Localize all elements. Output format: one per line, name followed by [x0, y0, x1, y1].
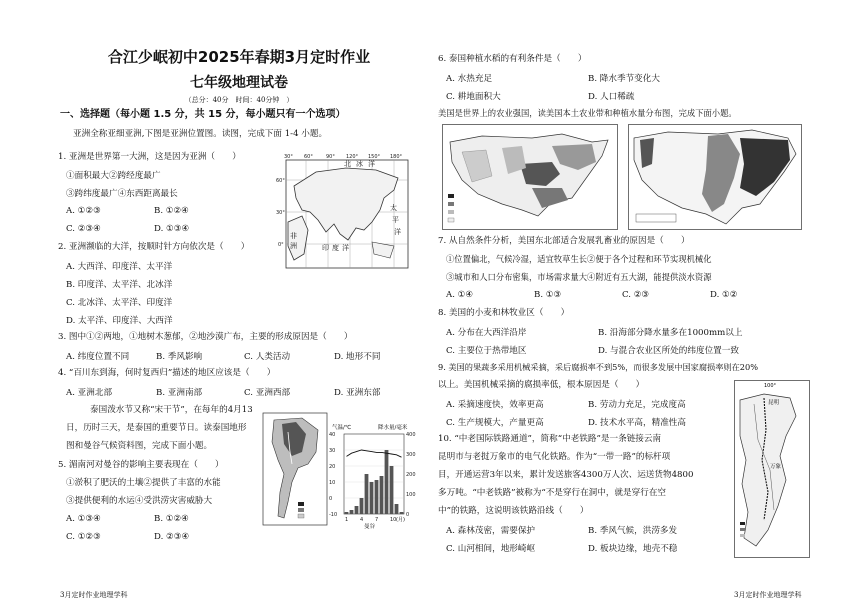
q5-statement-1: ①淤积了肥沃的土壤②提供了丰富的水能: [66, 478, 221, 488]
q7-statement-2: ③城市和人口分布密集，市场需求量大④附近有五大湖，能提供淡水资源: [446, 272, 712, 282]
q10-option-c[interactable]: C. 山河相间，地形崎岖: [446, 544, 536, 554]
precip-tick-label: 200: [406, 472, 416, 478]
lat-label: 60°: [276, 178, 285, 184]
q7-option-c[interactable]: C. ②③: [622, 290, 650, 300]
q2-option-b[interactable]: B. 印度洋、太平洋、北冰洋: [66, 280, 173, 290]
q10-line2: 昆明市与老挝万象市的电气化铁路。作为“一带一路”的标杆项: [438, 452, 671, 462]
section-intro: 亚洲全称亚细亚洲,下图是亚洲位置图。读图，完成下面 1-4 小题。: [73, 129, 328, 139]
precip-bar: [375, 480, 379, 514]
lat-label: 0°: [278, 242, 284, 248]
city-label-kunming: 昆明: [768, 400, 780, 406]
q6-option-c[interactable]: C. 耕地面积大: [446, 92, 501, 102]
precip-bar: [355, 506, 359, 514]
month-tick-label: 4: [360, 517, 364, 523]
map-label: 洋: [342, 244, 349, 252]
q5-option-c[interactable]: C. ①②③: [66, 532, 101, 542]
q10-line1: 10. “中老国际铁路通道”，简称“中老铁路”是一条链接云南: [438, 434, 662, 444]
precip-tick-label: 100: [406, 492, 416, 498]
q4-option-a[interactable]: A. 亚洲北部: [66, 388, 113, 398]
q5-option-a[interactable]: A. ①③④: [66, 514, 101, 524]
q1-option-d[interactable]: D. ①③④: [154, 224, 190, 234]
x-axis-label: 曼谷: [364, 524, 376, 530]
q7-option-d[interactable]: D. ①②: [710, 290, 738, 300]
q3-stem: 3. 图中①②两地，①地树木葱郁，②地沙漠广布，主要的形成原因是（ ）: [58, 332, 353, 342]
intro5-line1: 泰国泼水节又称“宋干节”，在每年的4月13: [90, 405, 253, 415]
q2-option-a[interactable]: A. 大西洋、印度洋、太平洋: [66, 262, 173, 272]
q9-option-a[interactable]: A. 采摘速度快，效率更高: [446, 400, 544, 410]
map-label: 非: [290, 232, 297, 240]
city-label-vientiane: 万象: [770, 464, 782, 470]
precip-bar: [380, 476, 384, 514]
lon-label: 180°: [390, 154, 403, 160]
page-subtitle: 七年级地理试卷: [190, 75, 288, 91]
q4-option-b[interactable]: B. 亚洲南部: [156, 388, 203, 398]
q10-option-b[interactable]: B. 季风气候，洪涝多发: [588, 526, 678, 536]
q3-option-a[interactable]: A. 纬度位置不同: [66, 352, 130, 362]
precip-bar: [385, 450, 389, 514]
exam-meta: （总分：40分 时间：40分钟 ）: [184, 96, 294, 104]
section-heading: 一、选择题（每小题 1.5 分，共 15 分，每小题只有一个选项）: [60, 109, 346, 120]
footer-left: 3月定时作业地理学科: [60, 591, 128, 599]
q2-option-c[interactable]: C. 北冰洋、太平洋、印度洋: [66, 298, 173, 308]
temp-axis-title: 气温/℃: [332, 425, 352, 431]
precip-bar: [350, 510, 354, 514]
q3-option-c[interactable]: C. 人类活动: [244, 352, 291, 362]
q7-statement-1: ①位置偏北，气候冷湿，适宜牧草生长②便于各个过程和环节实现机械化: [446, 254, 712, 264]
lon-label: 100°: [764, 383, 777, 389]
temp-tick-label: -10: [329, 512, 338, 518]
q5-stem: 5. 湄南河对曼谷的影响主要表现在（ ）: [58, 460, 224, 470]
thailand-terrain-map: [262, 412, 328, 526]
q1-statement-2: ③跨纬度最广④东西距离最长: [66, 189, 178, 199]
q7-option-b[interactable]: B. ①③: [534, 290, 562, 300]
q8-option-a[interactable]: A. 分布在大西洋沿岸: [446, 328, 527, 338]
map-label: 洲: [290, 242, 297, 250]
q8-option-d[interactable]: D. 与混合农业区所处的纬度位置一致: [598, 346, 739, 356]
bangkok-climate-chart: [328, 420, 422, 532]
lon-label: 60°: [304, 154, 313, 160]
q6-option-b[interactable]: B. 降水季节变化大: [588, 74, 660, 84]
q6-stem: 6. 泰国种植水稻的有利条件是（ ）: [438, 54, 587, 64]
lon-label: 150°: [368, 154, 381, 160]
us-precipitation-map: [628, 124, 802, 230]
asia-location-map: [276, 150, 414, 274]
precip-bar: [400, 512, 404, 514]
month-tick-label: 7: [375, 517, 379, 523]
map-label: 洋: [394, 228, 401, 236]
intro5-line2: 日，历时三天，是泰国的重要节日。读泰国地形: [66, 423, 247, 433]
q3-option-d[interactable]: D. 地形不同: [334, 352, 381, 362]
lat-label: 30°: [276, 210, 285, 216]
temp-tick-label: 30: [329, 448, 336, 454]
us-agriculture-belt-map: [442, 124, 618, 230]
q4-option-d[interactable]: D. 亚洲东部: [334, 388, 381, 398]
temp-tick-label: 20: [329, 464, 336, 470]
map-label: 太: [390, 204, 397, 212]
q3-option-b[interactable]: B. 季风影响: [156, 352, 203, 362]
month-tick-label: 10: [390, 517, 397, 523]
q9-line1: 9. 美国的果蔬多采用机械采摘，采后腐损率不到5%，而很多发展中国家腐损率则在20%: [438, 362, 758, 372]
q9-line2: 以上。美国机械采摘的腐损率低，根本原因是（ ）: [438, 380, 645, 390]
china-laos-railway-map: [734, 380, 810, 558]
q2-stem: 2. 亚洲濒临的大洋，按顺时针方向依次是（ ）: [58, 242, 250, 252]
q7-option-a[interactable]: A. ①④: [446, 290, 474, 300]
q5-option-d[interactable]: D. ②③④: [154, 532, 190, 542]
precip-tick-label: 300: [406, 452, 416, 458]
lon-label: 90°: [326, 154, 335, 160]
precip-bar: [395, 504, 399, 514]
temp-tick-label: 0: [329, 496, 333, 502]
q10-line5: 中”的铁路，这说明该铁路沿线（ ）: [438, 506, 589, 516]
q8-option-b[interactable]: B. 沿海部分降水量多在1000mm以上: [598, 328, 743, 338]
footer-right: 3月定时作业地理学科: [734, 591, 802, 599]
precip-bar: [390, 466, 394, 514]
temp-tick-label: 40: [329, 432, 336, 438]
precip-bar: [345, 512, 349, 514]
page-title: 合江少岷初中2025年春期3月定时作业: [107, 48, 371, 66]
q9-option-c[interactable]: C. 生产规模大，产量更高: [446, 418, 544, 428]
map-label: 北: [344, 160, 351, 168]
lon-label: 120°: [346, 154, 359, 160]
temp-line: [347, 450, 402, 457]
precip-bar: [360, 498, 364, 514]
q8-stem: 8. 美国的小麦和林牧业区（ ）: [438, 308, 570, 318]
q4-option-c[interactable]: C. 亚洲西部: [244, 388, 291, 398]
q10-option-a[interactable]: A. 森林茂密，需要保护: [446, 526, 536, 536]
q5-statement-2: ③提供便利的水运④受洪涝灾害威胁大: [66, 496, 213, 506]
intro5-line3: 图和曼谷气候资料图，完成下面小题。: [66, 441, 213, 451]
map-label: 度: [332, 244, 339, 252]
map-label: 洋: [368, 160, 375, 168]
q1-option-a[interactable]: A. ①②③: [66, 206, 101, 216]
month-tick-label: 1: [345, 517, 349, 523]
temp-tick-label: 10: [329, 480, 336, 486]
q10-line3: 目，开通运营3年以来，累计发送旅客4300万人次、运送货物4800: [438, 470, 694, 480]
map-label: 平: [392, 216, 399, 224]
q5-option-b[interactable]: B. ①②④: [154, 514, 189, 524]
q10-option-d[interactable]: D. 板块边缘，地壳不稳: [588, 544, 678, 554]
q1-option-b[interactable]: B. ①②④: [154, 206, 189, 216]
precip-tick-label: 400: [406, 432, 416, 438]
x-axis-unit: (月): [396, 517, 405, 523]
q9-option-d[interactable]: D. 技术水平高，精准性高: [588, 418, 686, 428]
precip-bar: [370, 482, 374, 514]
q7-stem: 7. 从自然条件分析，美国东北部适合发展乳畜业的原因是（ ）: [438, 236, 690, 246]
q4-stem: 4. “百川东到海，何时复西归”描述的地区应该是（ ）: [58, 368, 276, 378]
q1-statement-1: ①面积最大②跨经度最广: [66, 171, 161, 181]
precip-axis-title: 降水量/毫米: [378, 425, 408, 431]
lon-label: 30°: [284, 154, 293, 160]
q6-option-d[interactable]: D. 人口稀疏: [588, 92, 635, 102]
intro7: 美国是世界上的农业强国，读美国本土农业带和种植水量分布图，完成下面小题。: [438, 108, 737, 118]
q9-option-b[interactable]: B. 劳动力充足，完成度高: [588, 400, 686, 410]
precip-bar: [365, 474, 369, 514]
q10-line4: 多万吨。“中老铁路”被称为“不是穿行在洞中，就是穿行在空: [438, 488, 667, 498]
q6-option-a[interactable]: A. 水热充足: [446, 74, 493, 84]
q2-option-d[interactable]: D. 太平洋、印度洋、大西洋: [66, 316, 173, 326]
q1-stem: 1. 亚洲是世界第一大洲，这是因为亚洲（ ）: [58, 152, 241, 162]
map-label: 印: [322, 244, 329, 252]
precip-tick-label: 0: [406, 512, 410, 518]
map-label: 冰: [356, 160, 363, 168]
q1-option-c[interactable]: C. ②③④: [66, 224, 101, 234]
q8-option-c[interactable]: C. 主要位于热带地区: [446, 346, 527, 356]
